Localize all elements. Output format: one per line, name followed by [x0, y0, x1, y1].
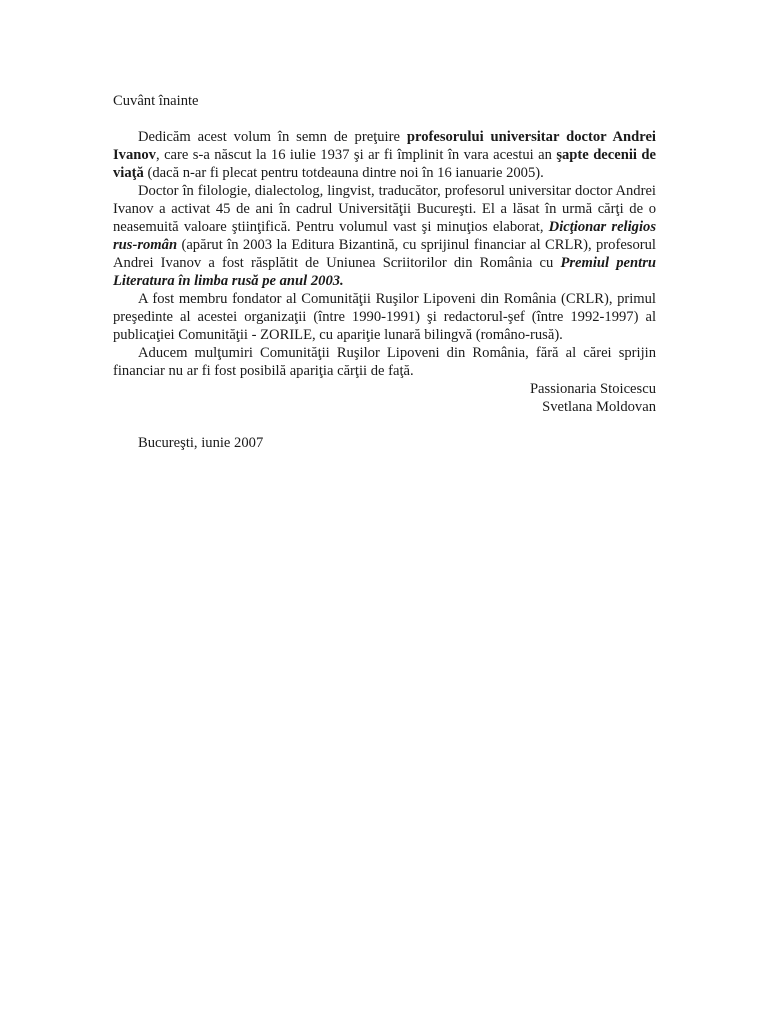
text-run: Doctor în filologie, dialectolog, lingvist, traducător, profesorul universitar doctor Andrei Ivanov a activat 45 de ani în cadrul Universităţii Bucureşti. El a lăsat în urmă cărţi de o neasemuită valoare ştiinţifică. Pentru volumul vast şi minuţios elaborat, [113, 183, 656, 235]
signature-2: Svetlana Moldovan [542, 399, 656, 415]
text-run: , care s-a născut la 16 iulie 1937 şi ar fi împlinit în vara acestui an [155, 147, 557, 163]
paragraph-crlr: A fost membru fondator al Comunităţii Ruşilor Lipoveni din România (CRLR), primul preşedinte al acestei organizaţii (între 1990-1991) şi redactorul-şef (între 1992-1997) al publicaţiei Comunităţii - ZORILE, cu apariţie lunară bilingvă (româno-rusă). [113, 291, 656, 343]
paragraph-thanks: Aducem mulţumiri Comunităţii Ruşilor Lipoveni din România, fără al cărei sprijin financiar nu ar fi fost posibilă apariţia cărţii de faţă. [113, 345, 656, 379]
bold-run: şapte decenii de viaţă [113, 147, 656, 181]
paragraph-dedication [113, 128, 656, 182]
place-date: Bucureşti, iunie 2007 [138, 435, 264, 451]
bold-italic-run: Premiul pentru Literatura în limba rusă pe anul 2003. [113, 255, 656, 289]
document-heading: Cuvânt înainte [113, 93, 199, 109]
text-run: Dedicăm acest volum în semn de preţuire [138, 129, 407, 145]
bold-italic-run: Dicţionar religios rus-român [113, 219, 656, 253]
paragraph-biography [113, 182, 656, 290]
bold-run: profesorului universitar doctor Andrei Ivanov [113, 129, 656, 163]
text-run: (apărut în 2003 la Editura Bizantină, cu sprijinul financiar al CRLR), profesorul Andrei Ivanov a fost răsplătit de Uniunea Scriitorilor din România cu [113, 237, 656, 271]
signature-1: Passionaria Stoicescu [529, 381, 656, 397]
document-page [113, 92, 656, 452]
text-run: (dacă n-ar fi plecat pentru totdeauna dintre noi în 16 ianuarie 2005). [143, 165, 544, 181]
